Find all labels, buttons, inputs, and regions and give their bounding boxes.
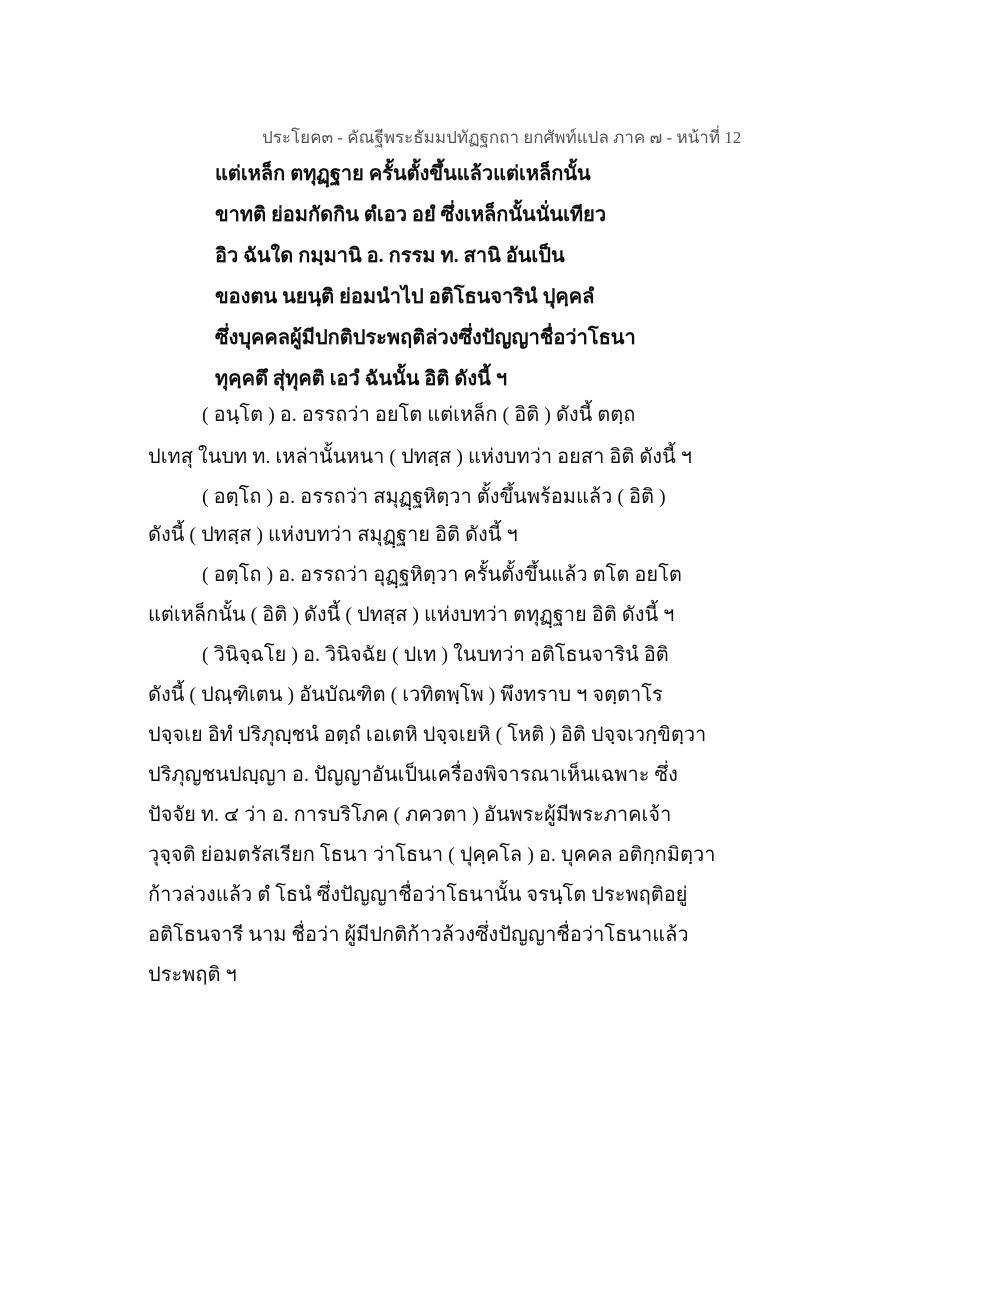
- commentary-line: ( อตฺโถ ) อ. อรรถว่า อุฏฺฐหิตฺวา ครั้นตั้งขึ้นแล้ว ตโต อยโต: [202, 564, 682, 586]
- commentary-line: ประพฤติ ฯ: [148, 964, 237, 986]
- commentary-line: ( วินิจฺฉโย ) อ. วินิจฉัย ( ปเท ) ในบทว่า อติโธนจารินํ อิติ: [202, 644, 669, 666]
- page-header: ประโยค๓ - คัณฐีพระธัมมปทัฏฐกถา ยกศัพท์แปล ภาค ๗ - หน้าที่ 12: [262, 128, 742, 147]
- commentary-line: ปัจจัย ท. ๔ ว่า อ. การบริโภค ( ภควตา ) อันพระผู้มีพระภาคเจ้า: [148, 804, 672, 826]
- commentary-line: แต่เหล็กนั้น ( อิติ ) ดังนี้ ( ปทสฺส ) แห่งบทว่า ตทุฏฺฐาย อิติ ดังนี้ ฯ: [148, 604, 675, 626]
- verse-line: ขาทติ ย่อมกัดกิน ตํเอว อยํ ซึ่งเหล็กนั้นนั่นเทียว: [215, 204, 607, 226]
- commentary-line: ก้าวล่วงแล้ว ตํ โธนํ ซึ่งปัญญาชื่อว่าโธนานั้น จรนฺโต ประพฤติอยู่: [148, 884, 688, 906]
- commentary-line: ( อนฺโต ) อ. อรรถว่า อยโต แต่เหล็ก ( อิติ ) ดังนี้ ตตฺถ: [202, 404, 636, 426]
- commentary-line: วุจฺจติ ย่อมตรัสเรียก โธนา ว่าโธนา ( ปุคฺคโล ) อ. บุคคล อติกฺกมิตฺวา: [148, 844, 716, 866]
- commentary-line: ดังนี้ ( ปณฺฑิเตน ) อันบัณฑิต ( เวทิตพฺโพ ) พึงทราบ ฯ จตฺตาโร: [148, 684, 663, 706]
- verse-line: แต่เหล็ก ตทุฏฺฐาย ครั้นตั้งขึ้นแล้วแต่เหล็กนั้น: [215, 163, 591, 185]
- verse-line: ของตน นยนฺติ ย่อมนำไป อติโธนจารินํ ปุคฺคลํ: [215, 286, 595, 308]
- commentary-line: ปจฺจเย อิทํ ปริภุญฺชนํ อตฺถํ เอเตหิ ปจฺจเยหิ ( โหติ ) อิติ ปจฺจเวกฺขิตฺวา: [148, 724, 707, 746]
- commentary-line: อติโธนจารี นาม ชื่อว่า ผู้มีปกติก้าวล้วงซึ่งปัญญาชื่อว่าโธนาแล้ว: [148, 924, 689, 946]
- verse-line: ทุคฺคตึ สุ่ทุคติ เอวํ ฉันนั้น อิติ ดังนี้ ฯ: [215, 368, 508, 390]
- verse-line: อิว ฉันใด กมฺมานิ อ. กรรม ท. สานิ อันเป็น: [215, 245, 565, 267]
- commentary-line: ปริภุญชนปญฺญา อ. ปัญญาอันเป็นเครื่องพิจารณาเห็นเฉพาะ ซึ่ง: [148, 764, 678, 786]
- commentary-line: ปเทสุ ในบท ท. เหล่านั้นหนา ( ปทสฺส ) แห่งบทว่า อยสา อิติ ดังนี้ ฯ: [148, 446, 692, 468]
- commentary-line: ( อตฺโถ ) อ. อรรถว่า สมุฏฺฐหิตฺวา ตั้งขึ้นพร้อมแล้ว ( อิติ ): [202, 486, 666, 508]
- verse-line: ซึ่งบุคคลผู้มีปกติประพฤติล่วงซึ่งปัญญาชื่อว่าโธนา: [215, 327, 636, 349]
- commentary-line: ดังนี้ ( ปทสฺส ) แห่งบทว่า สมุฏฺฐาย อิติ ดังนี้ ฯ: [148, 524, 518, 546]
